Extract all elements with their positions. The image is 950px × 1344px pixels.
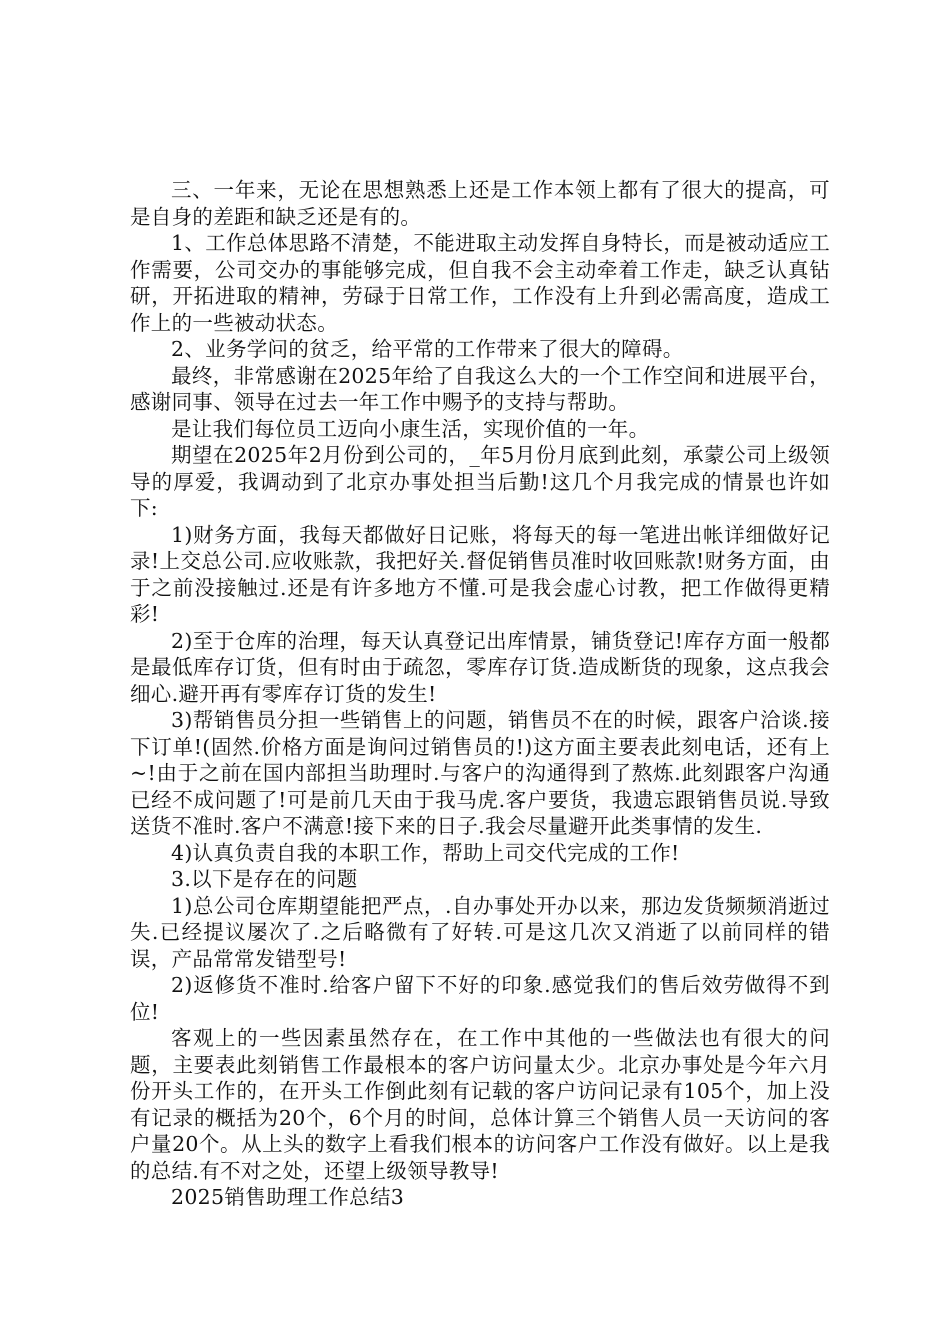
paragraph-problem-two: 2、业务学问的贫乏，给平常的工作带来了很大的障碍。 <box>171 337 684 361</box>
document-body <box>130 177 830 1211</box>
paragraph-issue-warehouse: 1)总公司仓库期望能把严点，.自办事处开办以来，那边发货频频消逝过失.已经提议屡次了.之后略微有了好转.可是这几次又消逝了以前同样的错误，产品常常发错型号! <box>130 893 830 971</box>
paragraph-joined-company: 期望在2025年2月份到公司的，_年5月份月底到此刻，承蒙公司上级领导的厚爱，我调动到了北京办事处担当后勤!这几个月我完成的情景也许如下: <box>130 443 830 520</box>
paragraph-responsibility: 4)认真负责自我的本职工作，帮助上司交代完成的工作! <box>171 840 680 865</box>
paragraph-issues-heading: 3.以下是存在的问题 <box>171 867 358 891</box>
paragraph-intro-section-three: 三、一年来，无论在思想熟悉上还是工作本领上都有了很大的提高，可是自身的差距和缺乏还是有的。 <box>130 178 830 229</box>
paragraph-summary: 客观上的一些因素虽然存在，在工作中其他的一些做法也有很大的问题，主要表此刻销售工作最根本的客户访问量太少。北京办事处是今年六月份开头工作的，在开头工作倒此刻有记载的客户访问记录有105个，加上没有记录的概括为20个，6个月的时间，总体计算三个销售人员一天访问的客户量20个。从上头的数字上看我们根本的访问客户工作没有做好。以上是我的总结.有不对之处，还望上级领导教导! <box>130 1026 830 1183</box>
paragraph-issue-repair: 2)返修货不准时.给客户留下不好的印象.感觉我们的售后效劳做得不到位! <box>130 973 830 1024</box>
paragraph-thanks: 最终，非常感谢在2025年给了自我这么大的一个工作空间和进展平台，感谢同事、领导在过去一年工作中赐予的支持与帮助。 <box>130 363 830 414</box>
paragraph-sales-support: 3)帮销售员分担一些销售上的问题，销售员不在的时候，跟客户洽谈.接下订单!(固然.价格方面是询问过销售员的!)这方面主要表此刻电话，还有上~!由于之前在国内部担当助理时.与客户的沟通得到了熬炼.此刻跟客户沟通已经不成问题了!可是前几天由于我马虎.客户要货，我遗忘跟销售员说.导致送货不准时.客户不满意!接下来的日子.我会尽量避开此类事情的发生. <box>130 708 830 838</box>
paragraph-warehouse: 2)至于仓库的治理，每天认真登记出库情景，铺货登记!库存方面一般都是最低库存订货，但有时由于疏忽，零库存订货.造成断货的现象，这点我会细心.避开再有零库存订货的发生! <box>130 628 830 706</box>
paragraph-next-title: 2025销售助理工作总结3 <box>171 1185 405 1209</box>
paragraph-finance: 1)财务方面，我每天都做好日记账，将每天的每一笔进出帐详细做好记录!上交总公司.应收账款，我把好关.督促销售员准时收回账款!财务方面，由于之前没接触过.还是有许多地方不懂.可是我会虚心讨教，把工作做得更精彩! <box>130 522 830 626</box>
paragraph-xiaokang: 是让我们每位员工迈向小康生活，实现价值的一年。 <box>171 416 650 441</box>
paragraph-problem-one: 1、工作总体思路不清楚，不能进取主动发挥自身特长，而是被动适应工作需要，公司交办的事能够完成，但自我不会主动牵着工作走，缺乏认真钻研，开拓进取的精神，劳碌于日常工作，工作没有上升到必需高度，造成工作上的一些被动状态。 <box>130 231 830 335</box>
